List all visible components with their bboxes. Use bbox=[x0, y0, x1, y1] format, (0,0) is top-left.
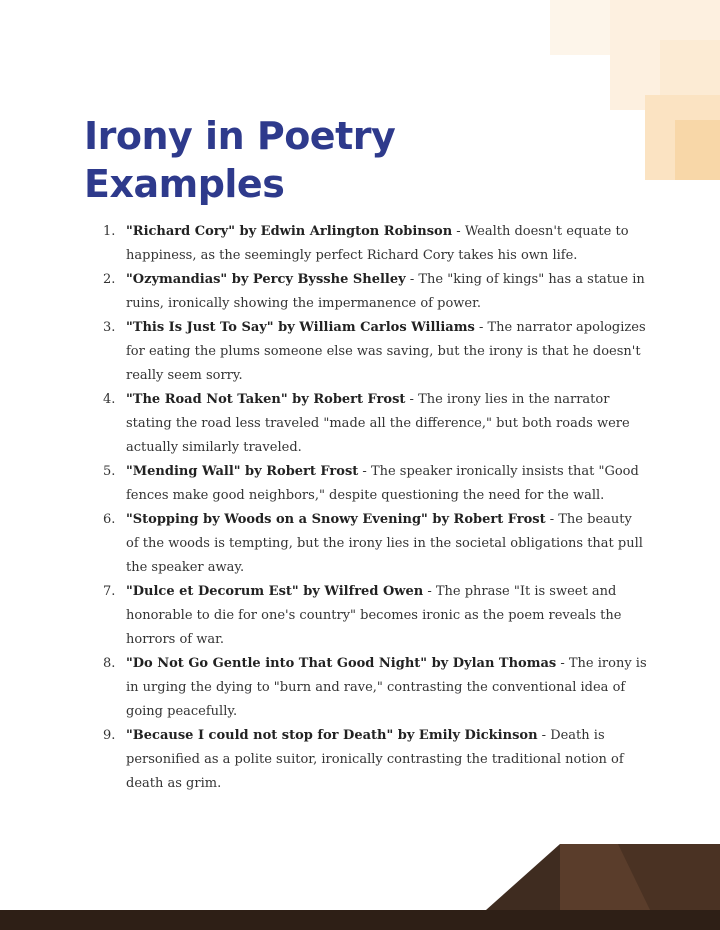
item-number: 6. bbox=[103, 512, 116, 527]
item-number: 8. bbox=[103, 656, 116, 671]
list-item bbox=[88, 724, 648, 796]
list-item bbox=[88, 460, 648, 508]
list-item bbox=[88, 508, 648, 580]
list-item bbox=[88, 388, 648, 460]
item-heading: "Ozymandias" by Percy Bysshe Shelley bbox=[126, 272, 406, 287]
item-number: 3. bbox=[103, 320, 116, 335]
item-number: 4. bbox=[103, 392, 116, 407]
item-heading: "The Road Not Taken" by Robert Frost bbox=[126, 392, 406, 407]
list-item bbox=[88, 652, 648, 724]
item-heading: "This Is Just To Say" by William Carlos Williams bbox=[126, 320, 475, 335]
item-description: - The narrator apologizes for eating the plums someone else was saving, but the irony is that he doesn't really seem sorry. bbox=[126, 320, 646, 383]
item-number: 7. bbox=[103, 584, 116, 599]
item-heading: "Do Not Go Gentle into That Good Night" by Dylan Thomas bbox=[126, 656, 557, 671]
page-title: Irony in Poetry Examples bbox=[84, 114, 396, 206]
item-description: - The beauty of the woods is tempting, but the irony lies in the societal obligations that pull the speaker away. bbox=[126, 512, 643, 575]
item-description: - Wealth doesn't equate to happiness, as the seemingly perfect Richard Cory takes his own life. bbox=[126, 224, 629, 263]
item-heading: "Richard Cory" by Edwin Arlington Robinson bbox=[126, 224, 453, 239]
item-heading: "Because I could not stop for Death" by Emily Dickinson bbox=[126, 728, 538, 743]
item-heading: "Dulce et Decorum Est" by Wilfred Owen bbox=[126, 584, 424, 599]
footer-decoration bbox=[0, 830, 720, 930]
list-item bbox=[88, 268, 648, 316]
item-number: 9. bbox=[103, 728, 116, 743]
corner-tile-decoration bbox=[550, 0, 720, 180]
item-number: 5. bbox=[103, 464, 116, 479]
item-description: - The phrase "It is sweet and honorable to die for one's country" becomes ironic as the poem reveals the horrors of war. bbox=[126, 584, 622, 647]
item-description: - Death is personified as a polite suitor, ironically contrasting the traditional notion of death as grim. bbox=[126, 728, 624, 791]
item-description: - The irony is in urging the dying to "burn and rave," contrasting the conventional idea of going peacefully. bbox=[126, 656, 647, 719]
item-heading: "Stopping by Woods on a Snowy Evening" by Robert Frost bbox=[126, 512, 546, 527]
examples-list bbox=[88, 220, 648, 796]
list-item bbox=[88, 316, 648, 388]
item-heading: "Mending Wall" by Robert Frost bbox=[126, 464, 359, 479]
item-number: 1. bbox=[103, 224, 116, 239]
item-description: - The "king of kings" has a statue in ruins, ironically showing the impermanence of power. bbox=[126, 272, 645, 311]
item-description: - The irony lies in the narrator stating the road less traveled "made all the difference," but both roads were actually similarly traveled. bbox=[126, 392, 630, 455]
item-number: 2. bbox=[103, 272, 116, 287]
list-item bbox=[88, 580, 648, 652]
list-item bbox=[88, 220, 648, 268]
item-description: - The speaker ironically insists that "Good fences make good neighbors," despite questioning the need for the wall. bbox=[126, 464, 639, 503]
